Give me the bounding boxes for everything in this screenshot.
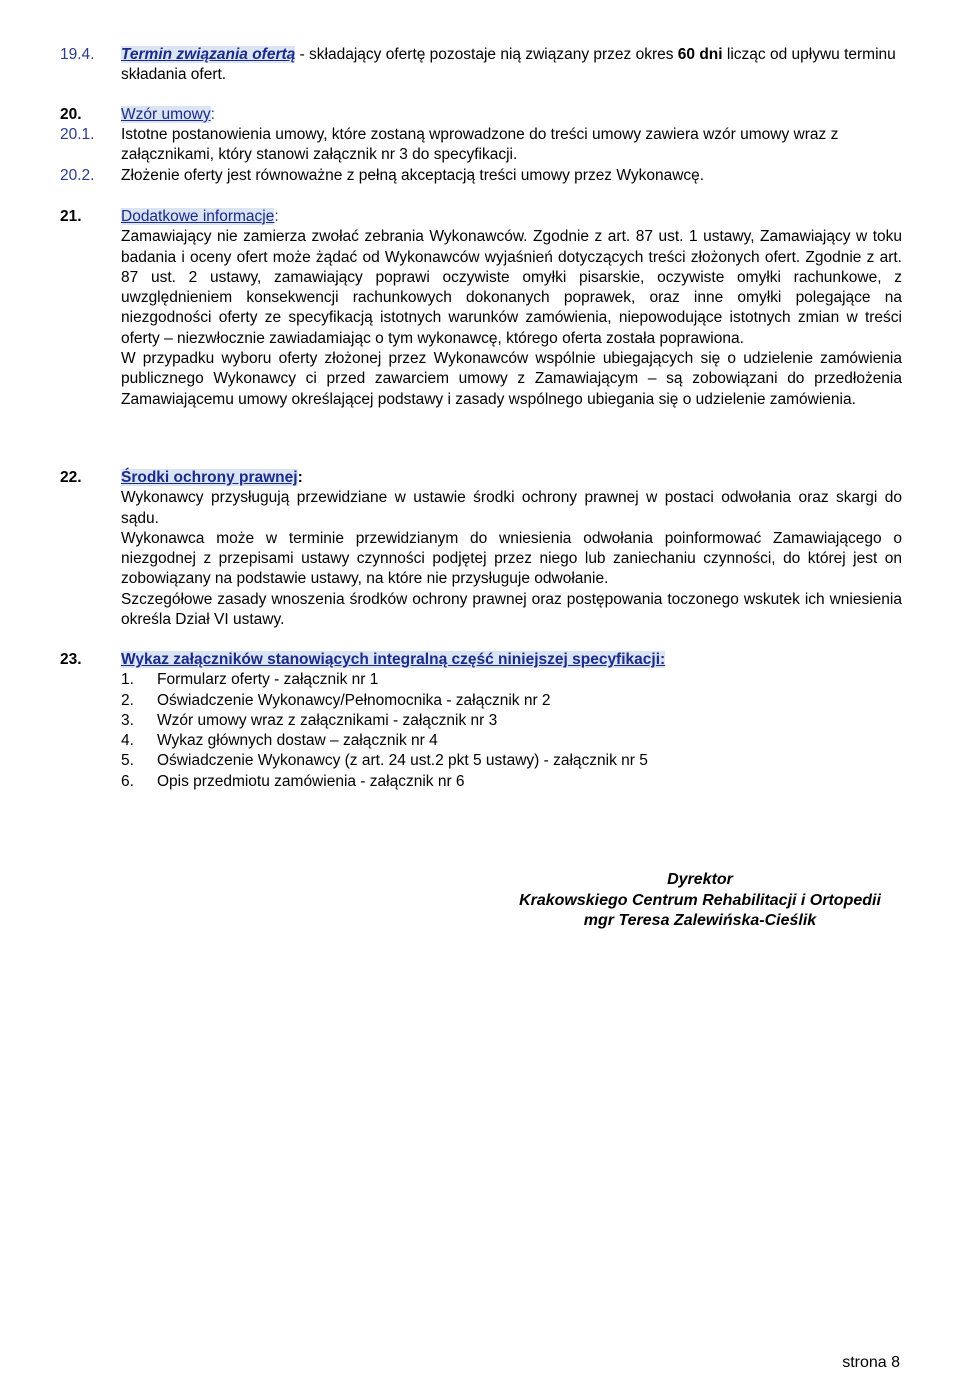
section-text: Termin związania ofertą - składający ofertę pozostaje nią związany przez okres 60 dni licząc od upływu terminu składania ofert. [121,46,896,84]
subsection-number: 20.2. [60,167,95,184]
signature-institution: Krakowskiego Centrum Rehabilitacji i Ortopedii [519,891,881,909]
section-number: 23. [60,651,82,668]
list-item: 2. Oświadczenie Wykonawcy/Pełnomocnika - załącznik nr 2 [121,691,551,709]
list-item: 1. Formularz oferty - załącznik nr 1 [121,671,379,689]
paragraph: W przypadku wyboru oferty złożonej przez Wykonawców wspólnie ubiegających się o udzielenie zamówienia publicznego Wykonawcy ci przed zawarciem umowy z Zamawiającym – są zobowiązani do przedłożenia Zamawiającemu umowy określającej podstawy i zasady wspólnego ubiegania się o udzielenie zamówienia. [121,350,902,408]
section-22: 22. Środki ochrony prawnej: Wykonawcy przysługują przewidziane w ustawie środki ochrony prawnej w postaci odwołania oraz skargi do sądu. Wykonawca może w terminie przewidzianym do wniesienia odwołania poinformować Zamawiającego o niezgodnej z przepisami ustawy czynności podjętej przez niego lub zaniechaniu czynności, do której jest on zobowiązany na podstawie ustawy, na które nie przysługuje odwołanie. Szczegółowe zasady wnoszenia środków ochrony prawnej oraz postępowania toczonego wskutek ich wniesienia określa Dział VI ustawy. [60,468,902,630]
section-heading: Termin związania ofertą [121,46,296,63]
section-21: 21. Dodatkowe informacje: Zamawiający nie zamierza zwołać zebrania Wykonawców. Zgodnie z art. 87 ust. 1 ustawy, Zamawiający w toku badania i oceny ofert może żądać od Wykonawców wyjaśnień dotyczących treści złożonych ofert. Zgodnie z art. 87 ust. 2 ustawy, zamawiający poprawi oczywiste omyłki pisarskie, oczywiste omyłki rachunkowe, z uwzględnieniem konsekwencji rachunkowych dokonanych poprawek, oraz inne omyłki polegające na niezgodności oferty ze specyfikacją istotnych warunków zamówienia, niepowodujące istotnych zmian w treści oferty – niezwłocznie zawiadamiając o tym wykonawcę, którego oferta została poprawiona. W przypadku wyboru oferty złożonej przez Wykonawców wspólnie ubiegających się o udzielenie zamówienia publicznego Wykonawcy ci przed zawarciem umowy z Zamawiającym – są zobowiązani do przedłożenia Zamawiającemu umowy określającej podstawy i zasady wspólnego ubiegania się o udzielenie zamówienia. [60,207,902,410]
section-number: 22. [60,469,82,486]
paragraph: Szczegółowe zasady wnoszenia środków ochrony prawnej oraz postępowania toczonego wskutek ich wniesienia określa Dział VI ustawy. [121,590,902,629]
section-heading: Wzór umowy [121,106,211,123]
section-heading: Wykaz załączników stanowiących integralną część niniejszej specyfikacji: [121,651,666,668]
signature-title: Dyrektor [667,871,733,888]
section-23 [60,650,902,792]
subsection-number: 20.1. [60,126,95,143]
paragraph: Zamawiający nie zamierza zwołać zebrania Wykonawców. Zgodnie z art. 87 ust. 1 ustawy, Zamawiający w toku badania i oceny ofert może żądać od Wykonawców wyjaśnień dotyczących treści złożonych ofert. Zgodnie z art. 87 ust. 2 ustawy, zamawiający poprawi oczywiste omyłki pisarskie, oczywiste omyłki rachunkowe, z uwzględnieniem konsekwencji rachunkowych dokonanych poprawek, oraz inne omyłki polegające na niezgodności oferty ze specyfikacją istotnych warunków zamówienia, niepowodujące istotnych zmian w treści oferty – niezwłocznie zawiadamiając o tym wykonawcę, którego oferta została poprawiona. [121,228,902,347]
section-number: 20. [60,106,82,123]
attachments-list [121,670,902,792]
section-20: 20. Wzór umowy: [60,105,902,125]
subsection-20-1 [60,125,902,166]
paragraph: Wykonawca może w terminie przewidzianym do wniesienia odwołania poinformować Zamawiającego o niezgodnej z przepisami ustawy czynności podjętej przez niego lub zaniechaniu czynności, do której jest on zobowiązany na podstawie ustawy, na które nie przysługuje odwołanie. [121,529,902,588]
signature-block [500,870,900,932]
list-item: 6. Opis przedmiotu zamówienia - załącznik nr 6 [121,772,465,790]
subsection-20-2 [60,166,902,186]
section-number: 19.4. [60,46,95,63]
list-item: 4. Wykaz głównych dostaw – załącznik nr 4 [121,732,438,750]
paragraph: Wykonawcy przysługują przewidziane w ustawie środki ochrony prawnej w postaci odwołania oraz skargi do sądu. [121,489,902,527]
section-heading: Środki ochrony prawnej [121,469,298,486]
section-number: 21. [60,208,82,225]
section-19-4 [60,45,902,86]
section-heading: Dodatkowe informacje [121,208,275,225]
subsection-text: Istotne postanowienia umowy, które zostaną wprowadzone do treści umowy zawiera wzór umowy wraz z załącznikami, który stanowi załącznik nr 3 do specyfikacji. [121,126,839,164]
list-item: 5. Oświadczenie Wykonawcy (z art. 24 ust.2 pkt 5 ustawy) - załącznik nr 5 [121,752,648,770]
page-number: strona 8 [842,1354,900,1371]
subsection-text: Złożenie oferty jest równoważne z pełną akceptacją treści umowy przez Wykonawcę. [121,167,705,184]
signature-name: mgr Teresa Zalewińska-Cieślik [583,912,817,929]
list-item: 3. Wzór umowy wraz z załącznikami - załącznik nr 3 [121,711,498,729]
